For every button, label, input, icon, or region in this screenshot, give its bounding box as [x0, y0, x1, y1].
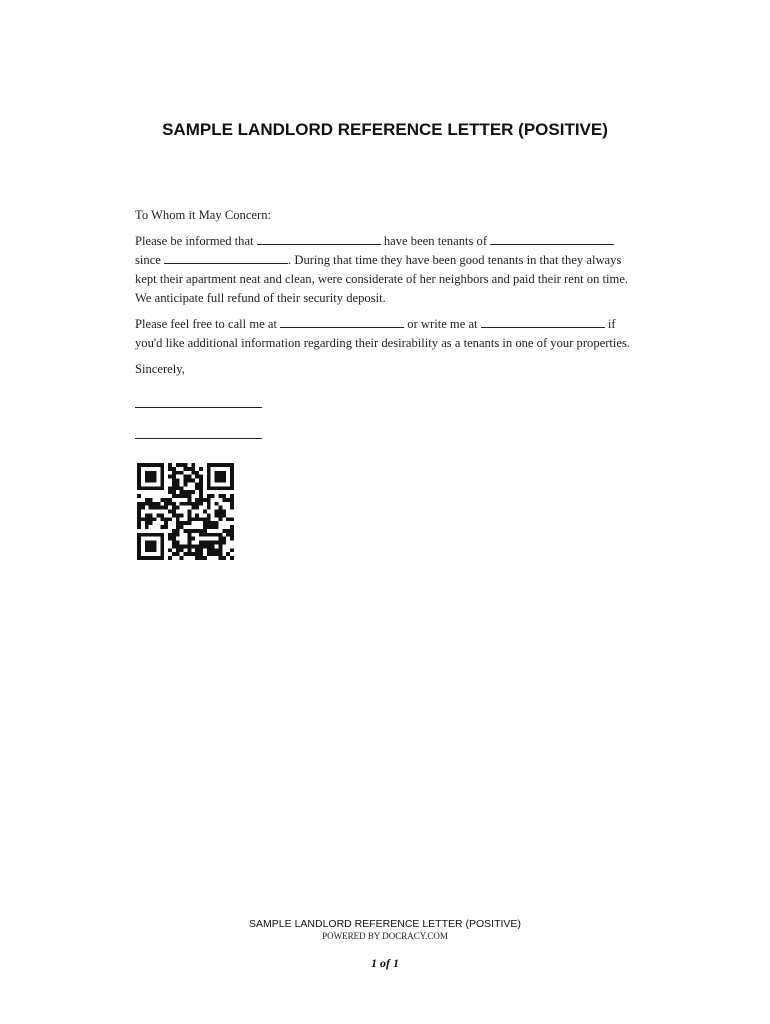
page-number: 1 of 1: [371, 956, 399, 970]
text: or write me at: [407, 317, 478, 331]
letter-body: [135, 206, 655, 439]
closing: Sincerely,: [135, 362, 185, 376]
text: . During that time they have been good tenants in that they always: [288, 253, 622, 267]
phone-blank[interactable]: [280, 316, 404, 328]
email-blank[interactable]: [481, 316, 605, 328]
salutation: To Whom it May Concern:: [135, 208, 271, 222]
text: Please feel free to call me at: [135, 317, 277, 331]
property-blank[interactable]: [490, 233, 614, 245]
name-line[interactable]: [135, 437, 262, 439]
paragraph-2: [135, 315, 655, 353]
since-date-blank[interactable]: [164, 252, 288, 264]
text: since: [135, 253, 161, 267]
footer-powered-by: POWERED BY DOCRACY.COM: [322, 931, 448, 941]
tenant-name-blank[interactable]: [257, 233, 381, 245]
text: you'd like additional information regarding their desirability as a tenants in one of your properties.: [135, 336, 631, 350]
text: We anticipate full refund of their security deposit.: [135, 291, 386, 305]
paragraph-1: [135, 232, 655, 308]
text: if: [607, 317, 616, 331]
text: kept their apartment neat and clean, were considerate of her neighbors and paid their rent on time.: [135, 272, 629, 286]
footer-title: SAMPLE LANDLORD REFERENCE LETTER (POSITIVE): [249, 918, 521, 930]
document-title: SAMPLE LANDLORD REFERENCE LETTER (POSITIVE): [162, 120, 608, 139]
text: Please be informed that: [135, 234, 254, 248]
qr-code: [137, 463, 234, 560]
text: have been tenants of: [383, 234, 488, 248]
